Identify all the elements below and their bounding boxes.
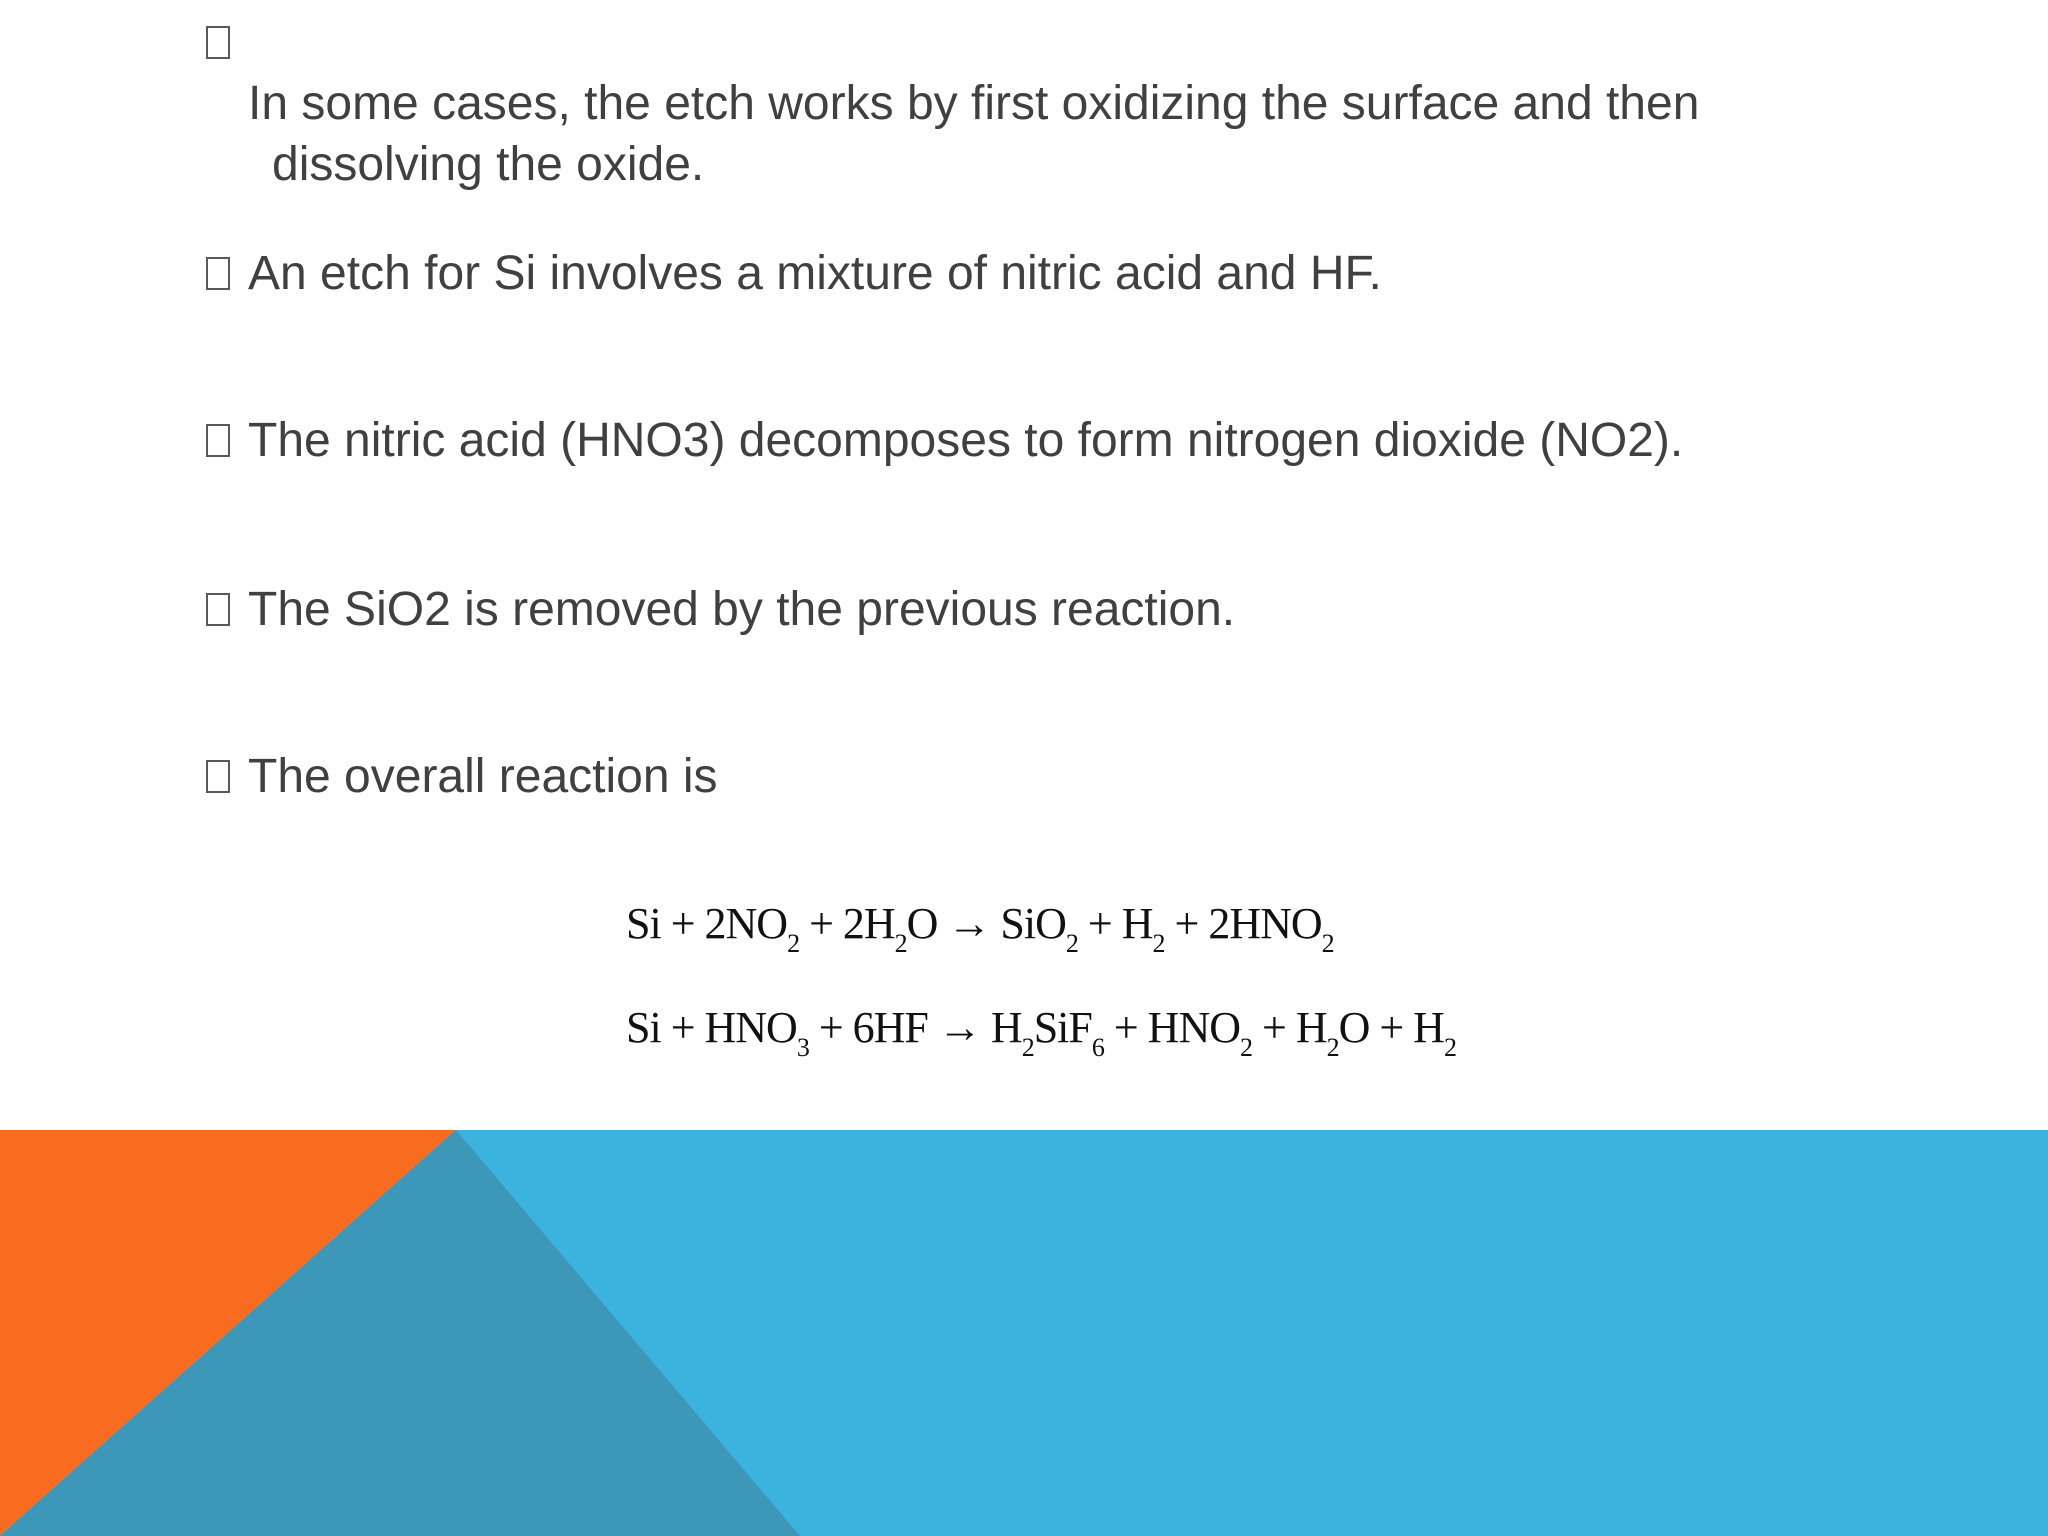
equation-2: $Si + HNO_3 + 6HF \to H_2SiF_6 + HNO_2 + H_2O + H_2$ — [626, 1003, 1456, 1062]
decorative-footer — [0, 1130, 2048, 1536]
bullet-item — [206, 579, 1906, 640]
bullet-text: The overall reaction is — [248, 750, 718, 803]
equation-1: $Si + 2NO_2 + 2H_2O \to SiO_2 + H_2 + 2HNO_2$ — [626, 899, 1334, 958]
bullet-item — [206, 243, 1906, 304]
bullet-text: An etch for Si involves a mixture of nitric acid and HF. — [248, 247, 1382, 300]
bullet-text: The nitric acid (HNO3) decomposes to form nitrogen dioxide (NO2). — [248, 414, 1684, 467]
bullet-text-line1: In some cases, the etch works by first oxidizing the surface and then — [248, 77, 1700, 130]
bullet-text-line2: dissolving the oxide. — [272, 138, 705, 191]
bullet-item — [206, 410, 1906, 471]
bullet-item — [206, 746, 1906, 807]
bullet-box-icon — [206, 424, 230, 457]
bullet-box-icon — [206, 257, 230, 290]
bullet-box-icon — [206, 593, 230, 626]
bullet-box-icon — [206, 760, 230, 793]
bullet-item — [206, 12, 1906, 256]
bullet-box-icon — [206, 26, 230, 59]
bullet-text: The SiO2 is removed by the previous reaction. — [248, 583, 1236, 636]
